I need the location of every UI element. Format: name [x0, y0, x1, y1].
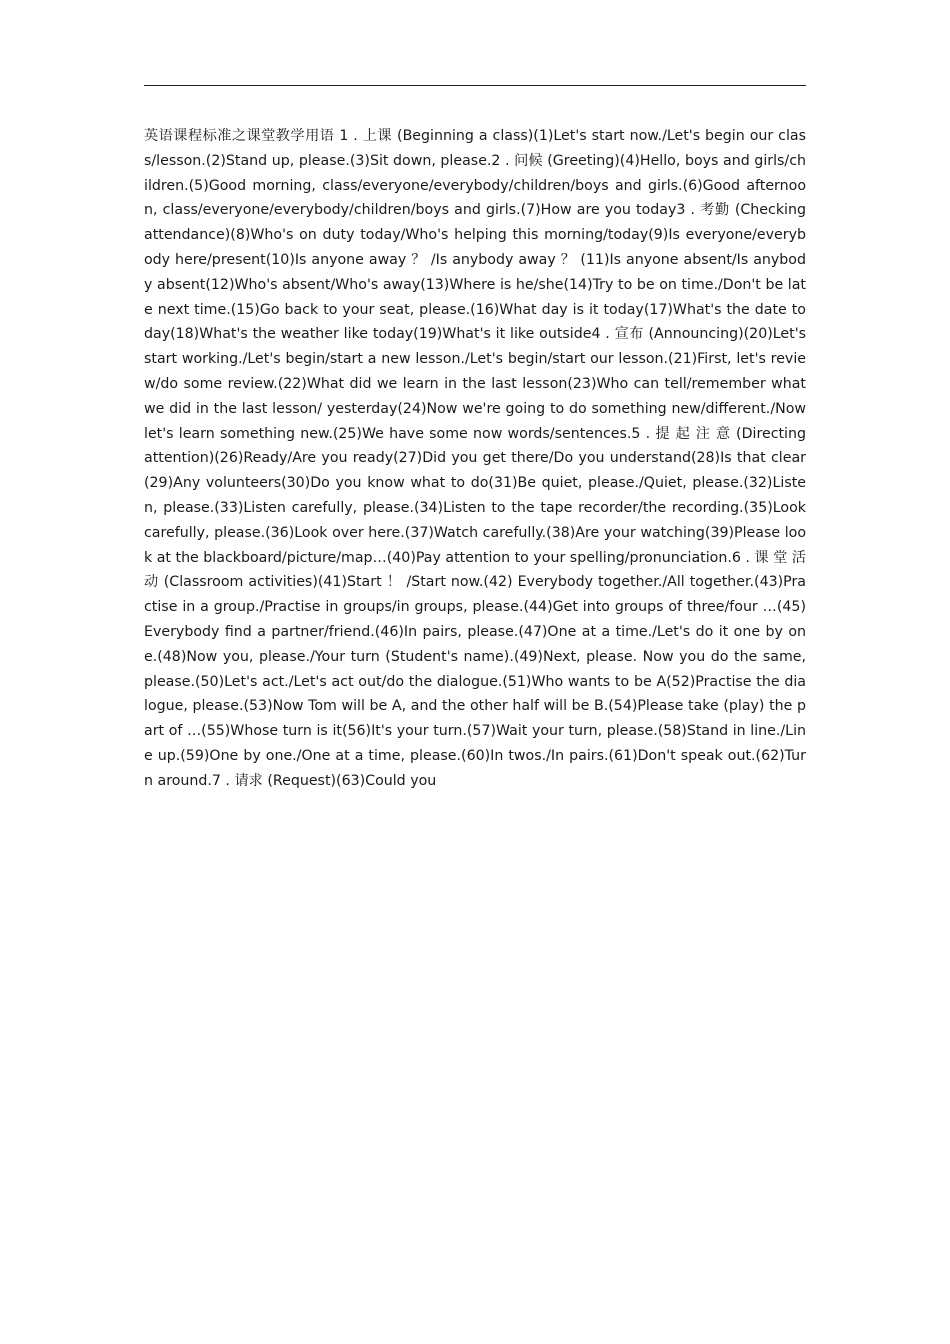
- document-body-text: 英语课程标准之课堂教学用语 1 . 上课 (Beginning a class)(1)Let's start now./Let's begin our class/lesson.(2)Stand up, please.(3)Sit down, please.2 . 问候 (Greeting)(4)Hello, boys and girls/children.(5)Good morning, class/everyone/everybody/children/boys and girls.(6)Good afternoon, class/everyone/everybody/children/boys and girls.(7)How are you today3 . 考勤 (Checking attendance)(8)Who's on duty today/Who's helping this morning/today(9)Is everyone/everybody here/present(10)Is anyone away ？ /Is anybody away ？ (11)Is anyone absent/Is anybody absent(12)Who's absent/Who's away(13)Where is he/she(14)Try to be on time./Don't be late next time.(15)Go back to your seat, please.(16)What day is it today(17)What's the date today(18)What's the weather like today(19)What's it like outside4 . 宣布 (Announcing)(20)Let's start working./Let's begin/start a new lesson./Let's begin/start our lesson.(21)First, let's review/do some review.(22)What did we learn in the last lesson(23)Who can tell/remember what we did in the last lesson/ yesterday(24)Now we're going to do something new/different./Now let's learn something new.(25)We have some now words/sentences.5 . 提 起 注 意 (Directing attention)(26)Ready/Are you ready(27)Did you get there/Do you understand(28)Is that clear(29)Any volunteers(30)Do you know what to do(31)Be quiet, please./Quiet, please.(32)Listen, please.(33)Listen carefully, please.(34)Listen to the tape recorder/the recording.(35)Look carefully, please.(36)Look over here.(37)Watch carefully.(38)Are your watching(39)Please look at the blackboard/picture/map…(40)Pay attention to your spelling/pronunciation.6 . 课 堂 活 动 (Classroom activities)(41)Start ！ /Start now.(42) Everybody together./All together.(43)Practise in a group./Practise in groups/in groups, please.(44)Get into groups of three/four …(45)Everybody find a partner/friend.(46)In pairs, please.(47)One at a time./Let's do it one by one.(48)Now you, please./Your turn (Student's name).(49)Next, please. Now you do the same, please.(50)Let's act./Let's act out/do the dialogue.(51)Who wants to be A(52)Practise the dialogue, please.(53)Now Tom will be A, and the other half will be B.(54)Please take (play) the part of …(55)Whose turn is it(56)It's your turn.(57)Wait your turn, please.(58)Stand in line./Line up.(59)One by one./One at a time, please.(60)In twos./In pairs.(61)Don't speak out.(62)Turn around.7 . 请求 (Request)(63)Could you: [144, 128, 806, 789]
- header-divider-line: [144, 85, 806, 86]
